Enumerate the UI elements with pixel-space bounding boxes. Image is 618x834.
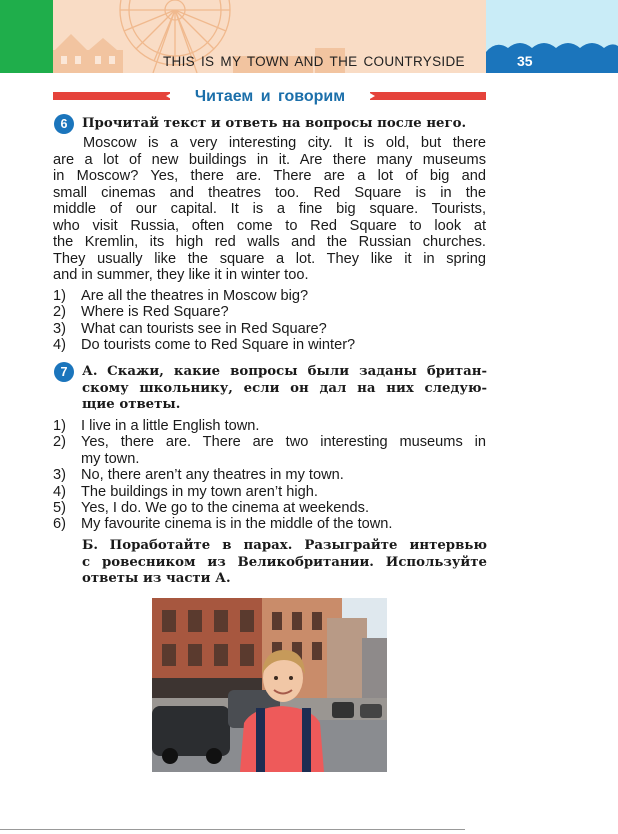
instruction-line	[82, 538, 487, 555]
item-text: My favourite cinema is in the middle of the town.	[81, 516, 393, 533]
item-number: 1)	[53, 288, 66, 304]
instruction-text: ответы из части А.	[82, 571, 231, 586]
exercise-number-7: 7	[54, 362, 74, 382]
list-item	[53, 304, 486, 320]
item-number	[53, 451, 81, 467]
list-item	[53, 337, 486, 353]
list-item	[53, 418, 486, 434]
section-title: Читаем и говорим	[170, 87, 370, 106]
item-number: 2)	[53, 304, 66, 321]
item-text: Yes, I do. We go to the cinema at weekends.	[81, 500, 369, 517]
header-sky	[486, 0, 618, 73]
instruction-text: с ровесником из Великобритании. Используйте	[82, 554, 487, 570]
instruction-line	[82, 555, 487, 572]
list-item	[53, 516, 486, 532]
exercise-6-instruction	[82, 116, 487, 133]
list-item	[53, 484, 486, 500]
item-text: Are all the theatres in Moscow big?	[81, 288, 309, 304]
instruction-text: Скажи, какие вопросы были заданы британ-	[107, 364, 487, 379]
list-item	[53, 467, 486, 483]
text-line: the Kremlin, its high red walls and the Russian churches.	[53, 234, 486, 250]
list-item	[53, 434, 486, 450]
instruction-line	[82, 364, 487, 381]
item-number: 4)	[53, 337, 66, 354]
part-a-label: А.	[82, 364, 98, 379]
instruction-line	[82, 397, 487, 414]
instruction-text: Поработайте в парах. Разыграйте интервью	[109, 538, 488, 553]
item-number: 3)	[53, 320, 66, 337]
boy-on-street-image	[152, 598, 387, 772]
text-line: and in summer, they like it in winter too.	[53, 267, 309, 283]
item-number: 3)	[53, 467, 66, 484]
list-item	[53, 500, 486, 516]
item-number: 1)	[53, 418, 66, 434]
chapter-tab	[0, 0, 53, 73]
item-text: Do tourists come to Red Square in winter?	[81, 337, 356, 354]
text-line: in Moscow? Yes, there are. There are a lot of big and	[53, 168, 486, 184]
street-photo	[152, 598, 387, 772]
list-item	[53, 451, 486, 467]
text-line: small cinemas and theatres too. Red Square is in the	[53, 184, 486, 201]
exercise-7-part-b	[82, 538, 487, 588]
text-line: They usually like the square a lot. They like it in spring	[53, 250, 486, 267]
item-number: 4)	[53, 483, 66, 500]
part-b-label: Б.	[82, 538, 98, 553]
bottom-rule	[0, 829, 465, 830]
chapter-title: THIS IS MY TOWN AND THE COUNTRYSIDE	[163, 54, 465, 69]
item-text: my town.	[81, 450, 140, 467]
item-text: Where is Red Square?	[81, 304, 229, 321]
item-number: 5)	[53, 500, 66, 517]
item-text: No, there aren’t any theatres in my town.	[81, 467, 344, 484]
item-text: The buildings in my town aren’t high.	[81, 483, 318, 500]
item-number: 2)	[53, 434, 66, 451]
instruction-text: скому школьнику, если он дал на них следую-	[82, 380, 487, 396]
page-number: 35	[517, 53, 533, 69]
question-list	[53, 288, 486, 354]
reading-text	[53, 135, 486, 284]
wave-decoration	[486, 0, 618, 73]
item-text: I live in a little English town.	[81, 418, 260, 434]
list-item	[53, 321, 486, 337]
exercise-number-6: 6	[54, 114, 74, 134]
text-line: who visit Russia, often come to Red Square to look at	[53, 217, 486, 234]
item-text: Yes, there are. There are two interesting museums in	[81, 434, 486, 451]
instruction-text: Прочитай текст и ответь на вопросы после него.	[82, 116, 467, 131]
text-line: are a lot of new buildings in it. Are there many museums	[53, 151, 486, 168]
list-item	[53, 288, 486, 304]
instruction-line	[82, 381, 487, 398]
instruction-text: щие ответы.	[82, 397, 181, 412]
item-number: 6)	[53, 516, 66, 533]
instruction-line	[82, 571, 487, 588]
text-line: Moscow is a very interesting city. It is old, but there	[83, 135, 486, 151]
text-line: middle of our capital. It is a fine big square. Tourists,	[53, 201, 486, 217]
answer-list	[53, 418, 486, 533]
item-text: What can tourists see in Red Square?	[81, 320, 327, 337]
exercise-7-part-a	[82, 364, 487, 414]
